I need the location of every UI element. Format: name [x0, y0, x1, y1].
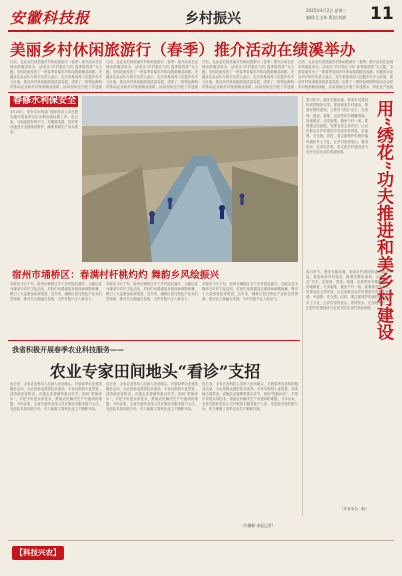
date-line: 2025年4月2日 星期三 [306, 8, 347, 13]
feature-source: （许姗姗 本报记者） [240, 523, 276, 528]
section-label: 乡村振兴 [185, 11, 241, 27]
sidebar-byline: （作者单位：略） [340, 507, 369, 511]
feature-kicker: 我省积极开展春季农业科技服务—— [12, 345, 124, 354]
sidebar-body-col1: 春日时节，漫步安徽各地，和美乡村建设的成效随处可见。推进和美乡村建设，既要有整体谋划，又要有“绣花”功夫，在规划、建设、管理、运营等环节精雕细琢，因地制宜、分类施策，避免千村一面。要尊重农民意愿，发挥农民主体作用，让农民群众在乡村建设中有更多获得感、幸福感、安全感。同时，要注重保护传统村落风貌和乡土文化，让乡村望得见山、看得见水、记得住乡愁，真正把乡村建设成为农民安居乐业的美丽家园。 [306, 98, 368, 155]
mid-rule [8, 340, 300, 341]
sidebar-title: 用“绣花”功夫推进和美乡村建设 [373, 100, 393, 341]
footer-rule [8, 540, 394, 541]
feature-col2: 连日来，全省农业科技人员深入田间地头，开展春季农业科技服务活动，为农民群众提供技术指导。专家们围绕小麦春管、油菜病虫害防治、设施农业管理等重点环节，现场“把脉问诊”，手把手传授实用技术，帮助农民解决生产中遇到的难题。今年以来，全省共组织农技人员开展技术服务数千人次，发放技术资料数万份，有力保障了春季农业生产顺利开展。 [106, 382, 198, 412]
photo-caption: 宿州市埇桥区：春满村杆桃灼灼 舞韵乡风绘振兴 [12, 270, 220, 281]
spring-body: 3月20日，来安县水利部门组织技术人员在施官镇开展春季农田水利设施检修工作。连日来，当地抢抓有利天气，对灌溉渠道、泵站等设施进行全面排查维护，确保春耕生产用水需求。 [10, 110, 78, 135]
newspaper-logo: 安徽科技报 [10, 9, 91, 27]
lead-headline: 美丽乡村休闲旅游行（春季）推介活动在绩溪举办 [10, 40, 356, 59]
story2-col3: 本报讯 3月下旬，宿州市埇桥区多个乡村桃花盛开，当地以花为媒举办乡村文化活动，村民们身着盛装在桃林间载歌载舞，吸引了大量游客前来观赏。近年来，埇桥区依托特色产业和自然资源，推动农文旅融合发展，为乡村振兴注入新活力。 [202, 282, 298, 302]
page-number: 11 [370, 4, 394, 24]
canal-photo [82, 96, 298, 262]
masthead [0, 0, 402, 40]
editor-line: 编辑:汪文伟 策划:刘斌 [306, 15, 346, 20]
feature-col1: 连日来，全省农业科技人员深入田间地头，开展春季农业科技服务活动，为农民群众提供技术指导。专家们围绕小麦春管、油菜病虫害防治、设施农业管理等重点环节，现场“把脉问诊”，手把手传授实用技术，帮助农民解决生产中遇到的难题。今年以来，全省共组织农技人员开展技术服务数千人次，发放技术资料数万份，有力保障了春季农业生产顺利开展。 [10, 382, 102, 412]
sidebar-divider [302, 96, 303, 516]
story2-col2: 本报讯 3月下旬，宿州市埇桥区多个乡村桃花盛开，当地以花为媒举办乡村文化活动，村民们身着盛装在桃林间载歌载舞，吸引了大量游客前来观赏。近年来，埇桥区依托特色产业和自然资源，推动农文旅融合发展，为乡村振兴注入新活力。 [106, 282, 198, 302]
feature-col3: 连日来，全省农业科技人员深入田间地头，开展春季农业科技服务活动，为农民群众提供技术指导。专家们围绕小麦春管、油菜病虫害防治、设施农业管理等重点环节，现场“把脉问诊”，手把手传授实用技术，帮助农民解决生产中遇到的难题。今年以来，全省共组织农技人员开展技术服务数千人次，发放技术资料数万份，有力保障了春季农业生产顺利开展。 [202, 382, 298, 412]
lead-body-col3: 日前，农业农村部美丽乡村休闲旅游行（春季）推介活动在宣城市绩溪县举办，活动以“乡村游正当时 春季踏青游”为主题，全国各地发布了一批春季美丽乡村休闲旅游精品线路。安徽省农业农村厅相关负责人表示，近年来我省深入挖掘乡村多元价值，推动乡村休闲旅游高质量发展，培育了一批特色鲜明的休闲农业和乡村旅游精品线路，活动现场还开展了非遗展 [202, 60, 294, 90]
lead-body-col1: 日前，农业农村部美丽乡村休闲旅游行（春季）推介活动在宣城市绩溪县举办，活动以“乡村游正当时 春季踏青游”为主题，全国各地发布了一批春季美丽乡村休闲旅游精品线路。安徽省农业农村厅相关负责人表示，近年来我省深入挖掘乡村多元价值，推动乡村休闲旅游高质量发展，培育了一批特色鲜明的休闲农业和乡村旅游精品线路，活动现场还开展了非遗展 [10, 60, 102, 90]
lead-rule [8, 92, 394, 93]
spring-heading: 春修水利保安全 [13, 96, 77, 106]
section-badge [12, 546, 64, 560]
sidebar-body-col2: 春日时节，漫步安徽各地，和美乡村建设的成效随处可见。推进和美乡村建设，既要有整体谋划，又要有“绣花”功夫，在规划、建设、管理、运营等环节精雕细琢，因地制宜、分类施策，避免千村一面。要尊重农民意愿，发挥农民主体作用，让农民群众在乡村建设中有更多获得感、幸福感、安全感。同时，要注重保护传统村落风貌和乡土文化，让乡村望得见山、看得见水、记得住乡愁，真正把乡村建设成为农民安居乐业的美丽家园。 [306, 270, 392, 310]
feature-headline: 农业专家田间地头“看诊”支招 [49, 362, 261, 381]
masthead-rule [8, 30, 394, 32]
canal-photo-art [82, 96, 298, 262]
section-badge-label: 【科技兴农】 [15, 548, 61, 557]
lead-body-col4: 日前，农业农村部美丽乡村休闲旅游行（春季）推介活动在宣城市绩溪县举办，活动以“乡村游正当时 春季踏青游”为主题，全国各地发布了一批春季美丽乡村休闲旅游精品线路。安徽省农业农村厅相关负责人表示，近年来我省深入挖掘乡村多元价值，推动乡村休闲旅游高质量发展，培育了一批特色鲜明的休闲农业和乡村旅游精品线路，活动现场还开展了非遗展示、特色农产品展 [298, 60, 393, 90]
lead-body-col2: 日前，农业农村部美丽乡村休闲旅游行（春季）推介活动在宣城市绩溪县举办，活动以“乡村游正当时 春季踏青游”为主题，全国各地发布了一批春季美丽乡村休闲旅游精品线路。安徽省农业农村厅相关负责人表示，近年来我省深入挖掘乡村多元价值，推动乡村休闲旅游高质量发展，培育了一批特色鲜明的休闲农业和乡村旅游精品线路，活动现场还开展了非遗展 [106, 60, 198, 90]
story2-col1: 本报讯 3月下旬，宿州市埇桥区多个乡村桃花盛开，当地以花为媒举办乡村文化活动，村民们身着盛装在桃林间载歌载舞，吸引了大量游客前来观赏。近年来，埇桥区依托特色产业和自然资源，推动农文旅融合发展，为乡村振兴注入新活力。 [10, 282, 102, 302]
